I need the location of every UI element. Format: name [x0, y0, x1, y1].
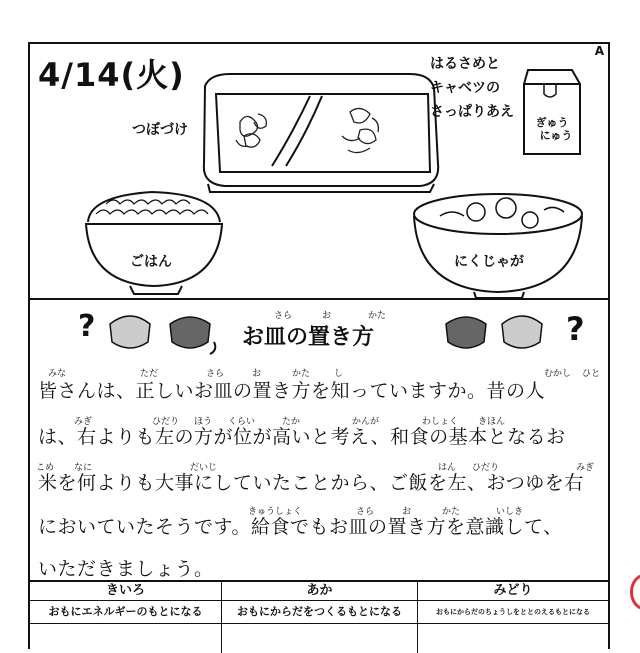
- rice-bowl-icon-right: [502, 316, 542, 348]
- food-group-yellow: [30, 582, 222, 653]
- ruby: みぎ: [74, 417, 93, 427]
- table-desc: おもにエネルギーのもとになる: [30, 601, 221, 624]
- food-group-red: [222, 582, 418, 653]
- question-mark-icon-right: ?: [566, 310, 585, 348]
- ruby: なに: [74, 463, 93, 473]
- ruby: たか: [282, 417, 301, 427]
- topic-section: [30, 298, 608, 580]
- rice-bowl-icon: [110, 316, 150, 348]
- topic-title: お皿の置き方: [242, 325, 375, 350]
- hook-icon: [210, 342, 215, 354]
- soup-bowl-icon: [170, 317, 210, 348]
- ruby: し: [334, 369, 344, 379]
- ruby: ひだり: [472, 463, 500, 473]
- ruby: だいじ: [190, 463, 218, 473]
- tsubozuke-label: つぼづけ: [132, 122, 188, 138]
- table-desc: おもにからだのちょうしをととのえるもとになる: [418, 601, 608, 624]
- menu-panel: [30, 44, 608, 300]
- table-header: きいろ: [30, 582, 221, 601]
- ruby: かた: [442, 507, 461, 517]
- ruby: さら: [356, 507, 375, 517]
- title-ruby: お: [322, 311, 332, 321]
- salad-image: [342, 108, 378, 152]
- soup-bowl-icon-right: [446, 317, 486, 348]
- ruby: いしき: [496, 507, 524, 517]
- nikujaga-bowl-image: [414, 194, 582, 298]
- milk-label-line2: にゅう: [539, 129, 573, 142]
- topic-text-line5: いただきましょう。: [38, 558, 214, 580]
- ruby: お: [252, 369, 262, 379]
- food-group-green: [418, 582, 608, 653]
- table-header: あか: [222, 582, 417, 601]
- ruby: きほん: [478, 417, 506, 427]
- rice-bowl-image: [86, 192, 222, 294]
- tsubozuke-image: [236, 114, 266, 147]
- ruby: みな: [48, 369, 67, 379]
- red-circle-icon: [630, 574, 640, 610]
- salad-label-line3: さっぱりあえ: [430, 104, 514, 120]
- title-ruby: さら: [274, 311, 293, 321]
- topic-text-line3: 米を何よりも大事にしていたことから、ご飯を左、おつゆを右: [38, 472, 584, 494]
- ruby: ただ: [140, 369, 159, 379]
- ruby: みぎ: [576, 463, 595, 473]
- salad-label-line2: キャベツの: [430, 80, 500, 96]
- ruby: お: [402, 507, 412, 517]
- title-ruby: かた: [368, 311, 387, 321]
- salad-label-line1: はるさめと: [430, 56, 500, 72]
- ruby: ひだり: [152, 417, 180, 427]
- side-dish-tray-image: [204, 74, 438, 192]
- table-header: みどり: [418, 582, 608, 601]
- ruby: きゅうしょく: [248, 507, 303, 517]
- milk-label-line1: ぎゅう: [535, 116, 569, 129]
- ruby: こめ: [36, 463, 55, 473]
- topic-text-line4: においていたそうです。給食でもお皿の置き方を意識して、: [38, 516, 563, 538]
- question-mark-icon: ?: [78, 309, 96, 344]
- ruby: かんが: [352, 417, 380, 427]
- rice-label: ごはん: [130, 254, 172, 270]
- ruby: ほう: [194, 417, 213, 427]
- menu-date: 4/14(火): [38, 56, 185, 94]
- food-group-table: [30, 580, 608, 618]
- menu-sheet: [28, 42, 610, 649]
- ruby: はん: [438, 463, 457, 473]
- ruby: かた: [292, 369, 311, 379]
- ruby: ひと: [582, 369, 601, 379]
- ruby: むかし: [544, 369, 572, 379]
- corner-mark: A: [594, 44, 604, 58]
- topic-text-line1: 皆さんは、正しいお皿の置き方を知っていますか。昔の人: [38, 380, 546, 402]
- ruby: わしょく: [422, 417, 459, 427]
- nikujaga-label: にくじゃが: [454, 254, 524, 270]
- topic-text-line2: は、右よりも左の方が位が高いと考え、和食の基本となるお: [38, 426, 566, 448]
- ruby: くらい: [228, 417, 256, 427]
- table-desc: おもにからだをつくるもとになる: [222, 601, 417, 624]
- ruby: さら: [206, 369, 225, 379]
